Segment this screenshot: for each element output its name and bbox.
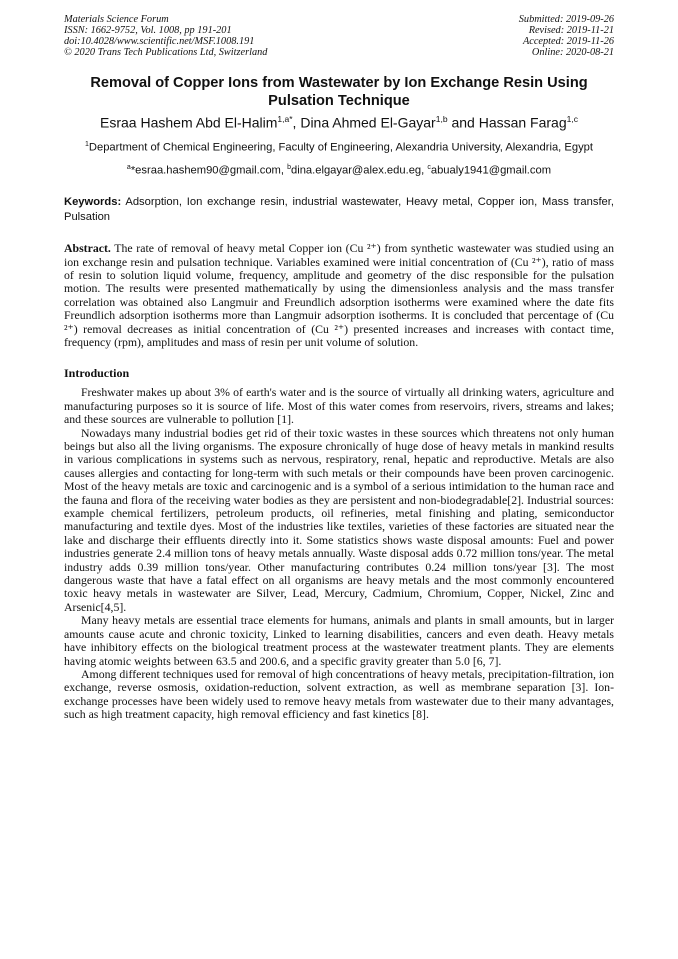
email-mark: b — [287, 164, 291, 172]
author-affiliation-mark: 1,a* — [277, 114, 293, 124]
author-separator: , — [292, 114, 301, 131]
email-link[interactable]: abualy1941@gmail.com — [430, 165, 552, 178]
journal-name: Materials Science Forum — [64, 14, 169, 25]
date-online: Online: 2020-08-21 — [531, 47, 614, 58]
journal-info — [64, 14, 267, 58]
submission-dates — [519, 14, 614, 58]
keywords-text: Adsorption, Ion exchange resin, industrial wastewater, Heavy metal, Copper ion, Mass transfer, Pulsation — [64, 196, 614, 223]
abstract-text: The rate of removal of heavy metal Copper ion (Cu ²⁺) from synthetic wastewater was studied using an ion exchange resin and pulsation technique. Variables examined were initial concentration of (Cu ²⁺), ratio of mass of resin to solution liquid volume, frequency, amplitude and geometry of the disc responsible for the pulsation motion. The results were presented mathematically by using the dimensionless analysis and the mass transfer correlation was obtained also Langmuir and Freundlich adsorption isotherms were examined where the date fits Freundlich adsorption isotherms more than Langmuir adsorption isotherms. It is concluded that percentage of (Cu ²⁺) removal decreases as initial concentration of (Cu ²⁺) presented increases and increases with contact time, frequency (rpm), amplitudes and mass of resin per unit volume of solution. — [64, 241, 614, 349]
paper-title: Removal of Copper Ions from Wastewater by Ion Exchange Resin Using Pulsation Technique — [90, 75, 588, 109]
author-name: Esraa Hashem Abd El-Halim — [100, 114, 278, 131]
journal-copyright: © 2020 Trans Tech Publications Ltd, Switzerland — [64, 47, 268, 58]
journal-issn: ISSN: 1662-9752, Vol. 1008, pp 191-201 — [64, 25, 232, 36]
journal-header — [64, 14, 614, 58]
email-mark: c — [427, 164, 431, 172]
email-link[interactable]: *esraa.hashem90@gmail.com, — [130, 165, 288, 178]
email-link[interactable]: dina.elgayar@alex.edu.eg, — [290, 165, 428, 178]
author-name: Hassan Farag — [478, 114, 567, 131]
body-paragraph: Freshwater makes up about 3% of earth's water and is the source of virtually all drinking waters, agriculture and manufacturing purposes so it is source of life. Most of this water comes from reservoirs, rivers, streams and lakes; and these sources are vulnerable to pollution [1]. — [64, 385, 614, 427]
affiliation-text: Department of Chemical Engineering, Faculty of Engineering, Alexandria University, Alexandria, Egypt — [88, 141, 594, 154]
author-list — [64, 114, 614, 131]
keywords-label: Keywords: — [64, 196, 122, 209]
email-mark: a — [126, 164, 131, 172]
author-emails — [64, 164, 614, 177]
author-affiliation-mark: 1,c — [566, 114, 578, 124]
author-name: Dina Ahmed El-Gayar — [300, 114, 436, 131]
date-submitted: Submitted: 2019-09-26 — [518, 14, 614, 25]
body-paragraph: Nowadays many industrial bodies get rid of their toxic wastes in these sources which threatens not only human beings but also all the living organisms. The exposure chronically of huge dose of heavy metals in mankind results in various complications in systems such as nervous, respiratory, renal, hepatic and reproductive. Metals are also causes allergies and contacting for long-term with such metals or their compounds have been proven carcinogenic. Most of the heavy metals are toxic and carcinogenic and is a symbol of a serious intimidation to the human race and the fauna and flora of the receiving water bodies as they are persistent and non-biodegradable[2]. Industrial sources: example chemical fertilizers, petroleum products, oil refineries, metal finishing and plating, semiconductor manufacturing and textile dyes. Most of the industries like textiles, varieties of these factories are situated near the lake and discharge their effluents directly into it. Some statistics shows waste disposal amounts: Fuel and power industries generate 2.4 million tons of heavy metals annually. Waste disposal adds 0.72 million tons/year. The metal industry adds 0.39 million tons/year. Other manufacturing contributes 0.24 million tons/year [3]. The most dangerous waste that have a fatal effect on all organisms are heavy metals and the most commonly encountered toxic heavy metals in wastewater are Silver, Lead, Mercury, Cadmium, Chromium, Copper, Nickel, Zinc and Arsenic[4,5]. — [64, 425, 614, 614]
date-accepted: Accepted: 2019-11-26 — [522, 36, 614, 47]
keywords-section — [64, 195, 614, 224]
section-heading-introduction: Introduction — [64, 366, 130, 381]
journal-doi: doi:10.4028/www.scientific.net/MSF.1008.191 — [64, 36, 255, 47]
date-revised: Revised: 2019-11-21 — [528, 25, 614, 36]
abstract-label: Abstract. — [64, 241, 111, 256]
affiliation — [64, 137, 614, 156]
author-separator: and — [447, 114, 479, 131]
paper-page — [64, 14, 614, 722]
body-paragraph: Many heavy metals are essential trace elements for humans, animals and plants in small amounts, but in larger amounts cause acute and chronic toxicity, Linked to learning disabilities, cancers and even death. Heavy metals have inhibitory effects on the biological treatment process at the wastewater treatment plants. They are elements having atomic weights between 63.5 and 200.6, and a specific gravity greater than 5.0 [6, 7]. — [64, 613, 614, 668]
body-paragraph: Among different techniques used for removal of high concentrations of heavy metals, precipitation-filtration, ion exchange, reverse osmosis, oxidation-reduction, solvent extraction, as well as membrane separation [3]. Ion-exchange processes have been widely used to remove heavy metals from wastewater due to their many advantages, such as high treatment capacity, high removal efficiency and fast kinetics [8]. — [64, 666, 614, 722]
affiliation-mark: 1 — [84, 140, 89, 148]
author-affiliation-mark: 1,b — [435, 114, 448, 124]
abstract — [64, 242, 614, 349]
